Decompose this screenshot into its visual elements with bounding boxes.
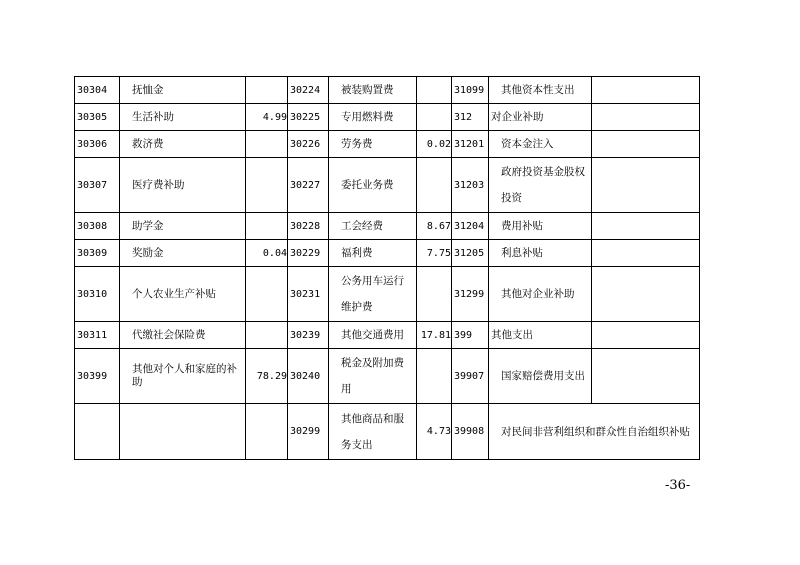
code-cell: 30305	[75, 104, 120, 131]
value-cell	[417, 104, 452, 131]
value-cell	[592, 349, 700, 404]
code-cell: 30308	[75, 213, 120, 240]
name-cell: 税金及附加费用	[329, 349, 417, 404]
name-cell: 专用燃料费	[329, 104, 417, 131]
code-cell: 30224	[288, 77, 329, 104]
code-cell: 30229	[288, 240, 329, 267]
code-cell: 30299	[288, 404, 329, 460]
table-row	[75, 158, 700, 213]
name-cell: 公务用车运行维护费	[329, 267, 417, 322]
code-cell: 30306	[75, 131, 120, 158]
value-cell	[417, 158, 452, 213]
name-cell: 对民间非营利组织和群众性自治组织补贴	[489, 404, 700, 460]
code-cell: 30309	[75, 240, 120, 267]
value-cell	[592, 267, 700, 322]
table-row	[75, 104, 700, 131]
table-row	[75, 267, 700, 322]
name-cell: 其他对个人和家庭的补助	[120, 349, 246, 404]
name-cell: 生活补助	[120, 104, 246, 131]
value-cell	[246, 77, 288, 104]
value-cell	[246, 404, 288, 460]
value-cell	[246, 322, 288, 349]
name-cell: 其他支出	[489, 322, 592, 349]
value-cell	[592, 158, 700, 213]
name-cell: 劳务费	[329, 131, 417, 158]
value-cell	[592, 322, 700, 349]
code-cell: 31205	[452, 240, 489, 267]
value-cell: 0.04	[246, 240, 288, 267]
value-cell: 0.02	[417, 131, 452, 158]
code-cell: 30310	[75, 267, 120, 322]
table-row	[75, 131, 700, 158]
value-cell	[592, 240, 700, 267]
name-cell: 费用补贴	[489, 213, 592, 240]
name-cell: 国家赔偿费用支出	[489, 349, 592, 404]
code-cell: 31203	[452, 158, 489, 213]
code-cell: 30228	[288, 213, 329, 240]
name-cell: 个人农业生产补贴	[120, 267, 246, 322]
code-cell: 30311	[75, 322, 120, 349]
code-cell	[75, 404, 120, 460]
code-cell: 30239	[288, 322, 329, 349]
code-cell: 39907	[452, 349, 489, 404]
name-cell: 资本金注入	[489, 131, 592, 158]
value-cell	[592, 131, 700, 158]
code-cell: 30225	[288, 104, 329, 131]
code-cell: 30304	[75, 77, 120, 104]
value-cell	[592, 77, 700, 104]
code-cell: 31201	[452, 131, 489, 158]
value-cell	[592, 104, 700, 131]
name-cell: 委托业务费	[329, 158, 417, 213]
code-cell: 31204	[452, 213, 489, 240]
table-row	[75, 213, 700, 240]
value-cell	[246, 131, 288, 158]
code-cell: 30226	[288, 131, 329, 158]
value-cell	[246, 213, 288, 240]
name-cell: 医疗费补助	[120, 158, 246, 213]
value-cell: 4.99	[246, 104, 288, 131]
name-cell: 代缴社会保险费	[120, 322, 246, 349]
code-cell: 30227	[288, 158, 329, 213]
value-cell	[417, 267, 452, 322]
value-cell: 8.67	[417, 213, 452, 240]
name-cell: 工会经费	[329, 213, 417, 240]
code-cell: 31299	[452, 267, 489, 322]
name-cell: 政府投资基金股权投资	[489, 158, 592, 213]
name-cell: 利息补贴	[489, 240, 592, 267]
code-cell: 39908	[452, 404, 489, 460]
name-cell: 其他对企业补助	[489, 267, 592, 322]
table-row	[75, 322, 700, 349]
name-cell: 对企业补助	[489, 104, 592, 131]
name-cell: 福利费	[329, 240, 417, 267]
name-cell: 奖励金	[120, 240, 246, 267]
name-cell: 助学金	[120, 213, 246, 240]
code-cell: 30231	[288, 267, 329, 322]
name-cell: 被装购置费	[329, 77, 417, 104]
name-cell: 救济费	[120, 131, 246, 158]
code-cell: 30240	[288, 349, 329, 404]
name-cell: 其他资本性支出	[489, 77, 592, 104]
code-cell: 399	[452, 322, 489, 349]
value-cell	[592, 213, 700, 240]
value-cell: 78.29	[246, 349, 288, 404]
value-cell	[417, 77, 452, 104]
code-cell: 312	[452, 104, 489, 131]
code-cell: 31099	[452, 77, 489, 104]
page-number: -36-	[665, 478, 691, 493]
name-cell	[120, 404, 246, 460]
code-cell: 30399	[75, 349, 120, 404]
value-cell: 4.73	[417, 404, 452, 460]
name-cell: 其他商品和服务支出	[329, 404, 417, 460]
value-cell: 7.75	[417, 240, 452, 267]
value-cell: 17.81	[417, 322, 452, 349]
table-row	[75, 240, 700, 267]
table-row	[75, 404, 700, 460]
code-cell: 30307	[75, 158, 120, 213]
value-cell	[246, 267, 288, 322]
table-row	[75, 77, 700, 104]
expense-classification-table	[74, 76, 700, 460]
table-row	[75, 349, 700, 404]
name-cell: 抚恤金	[120, 77, 246, 104]
value-cell	[417, 349, 452, 404]
name-cell: 其他交通费用	[329, 322, 417, 349]
value-cell	[246, 158, 288, 213]
